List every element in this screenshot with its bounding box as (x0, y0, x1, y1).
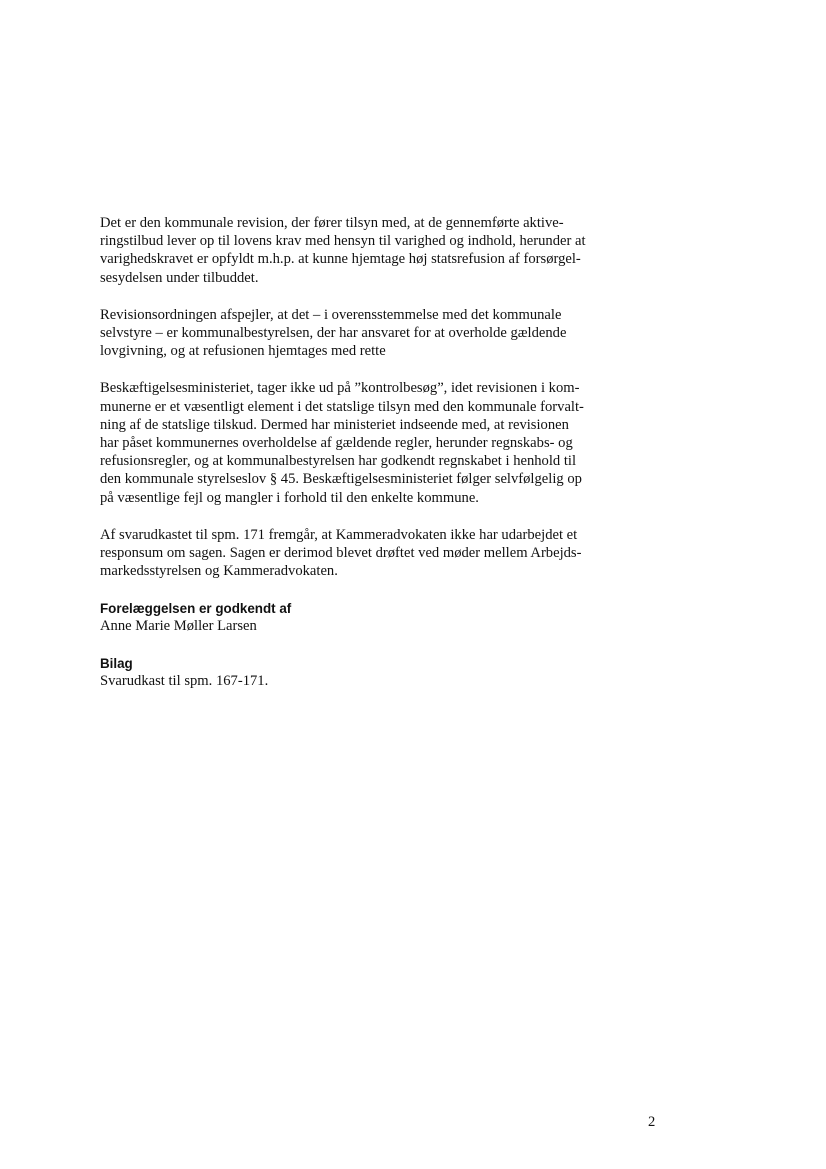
document-body (100, 214, 630, 690)
text-line: refusionsregler, og at kommunalbestyrelsen har godkendt regnskabet i henhold til (100, 453, 577, 470)
approval-section (100, 600, 630, 635)
text-line: den kommunale styrelseslov § 45. Beskæftigelsesministeriet følger selvfølgelig op (100, 471, 582, 488)
text-line: ringstilbud lever op til lovens krav med hensyn til varighed og indhold, herunder at (100, 233, 586, 250)
text-line: markedsstyrelsen og Kammeradvokaten. (100, 563, 338, 580)
attachment-heading: Bilag (100, 656, 133, 672)
text-line: på væsentlige fejl og mangler i forhold til den enkelte kommune. (100, 489, 479, 506)
paragraph-kammeradvokaten (100, 526, 630, 581)
approval-heading: Forelæggelsen er godkendt af (100, 601, 292, 617)
text-line: Af svarudkastet til spm. 171 fremgår, at Kammeradvokaten ikke har udarbejdet et (100, 526, 578, 543)
text-line: Det er den kommunale revision, der fører tilsyn med, at de gennemførte aktive- (100, 215, 564, 231)
text-line: Beskæftigelsesministeriet, tager ikke ud på ”kontrolbesøg”, idet revisionen i kom- (100, 380, 580, 397)
text-line: sesydelsen under tilbuddet. (100, 269, 259, 286)
paragraph-ministry-control (100, 379, 630, 506)
text-line: responsum om sagen. Sagen er derimod blevet drøftet ved møder mellem Arbejds- (100, 545, 582, 562)
text-line: ning af de statslige tilskud. Dermed har ministeriet indseende med, at revisionen (100, 416, 569, 433)
attachment-section (100, 655, 630, 690)
text-line: varighedskravet er opfyldt m.h.p. at kunne hjemtage høj statsrefusion af forsørgel- (100, 251, 581, 268)
text-line: munerne er et væsentligt element i det statslige tilsyn med den kommunale forvalt- (100, 398, 584, 415)
text-line: selvstyre – er kommunalbestyrelsen, der har ansvaret for at overholde gældende (100, 325, 567, 342)
paragraph-revision-oversight (100, 214, 630, 287)
paragraph-revision-scheme (100, 306, 630, 361)
text-line: lovgivning, og at refusionen hjemtages med rette (100, 343, 386, 360)
page-number: 2 (648, 1114, 656, 1130)
text-line: har påset kommunernes overholdelse af gældende regler, herunder regnskabs- og (100, 435, 573, 452)
approver-name: Anne Marie Møller Larsen (100, 618, 257, 635)
attachment-text: Svarudkast til spm. 167-171. (100, 673, 269, 690)
text-line: Revisionsordningen afspejler, at det – i overensstemmelse med det kommunale (100, 306, 562, 323)
